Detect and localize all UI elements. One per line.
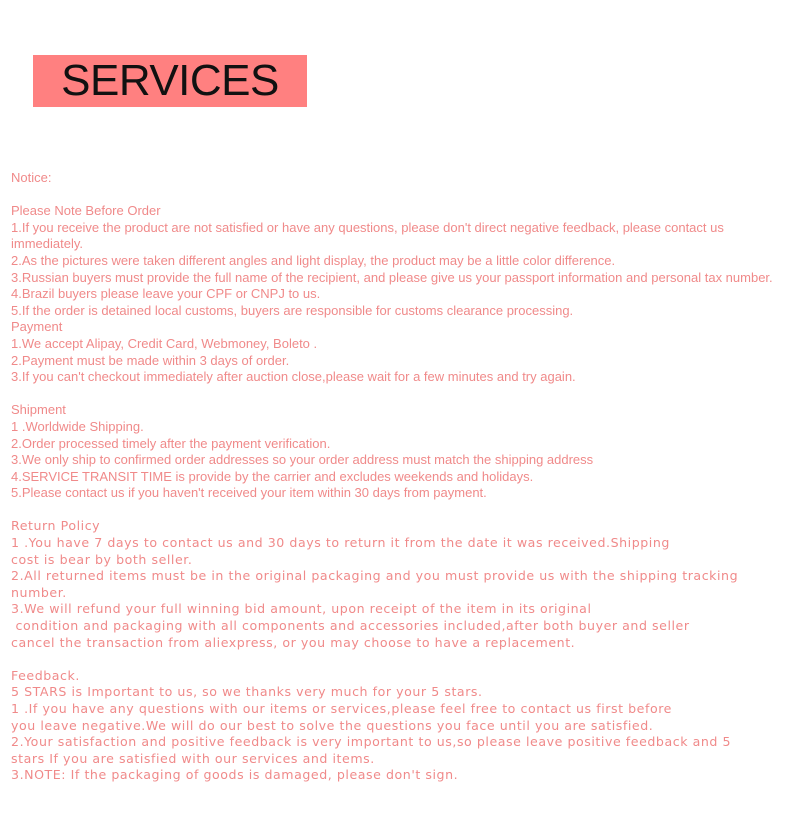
shipment-heading: Shipment bbox=[11, 402, 66, 418]
return-policy-line: 2.All returned items must be in the original packaging and you must provide us with the shipping tracking bbox=[11, 568, 739, 584]
notice-label: Notice: bbox=[11, 170, 52, 185]
before-order-heading: Please Note Before Order bbox=[11, 203, 161, 219]
before-order-line: 3.Russian buyers must provide the full name of the recipient, and please give us your passport information and personal tax number. bbox=[11, 269, 773, 285]
before-order-line: 4.Brazil buyers please leave your CPF or CNPJ to us. bbox=[11, 286, 321, 302]
payment-line: 1.We accept Alipay, Credit Card, Webmoney, Boleto . bbox=[11, 335, 318, 351]
notice-content bbox=[11, 170, 797, 784]
before-order-line: 2.As the pictures were taken different angles and light display, the product may be a little color difference. bbox=[11, 252, 616, 268]
payment-line: 3.If you can't checkout immediately after auction close,please wait for a few minutes and try again. bbox=[11, 369, 576, 385]
feedback-line: you leave negative.We will do our best to solve the questions you face until you are satisfied. bbox=[11, 717, 654, 733]
before-order-line: 5.If the order is detained local customs, buyers are responsible for customs clearance processing. bbox=[11, 302, 574, 318]
policy-block-b bbox=[11, 518, 797, 784]
return-policy-heading: Return Policy bbox=[11, 518, 101, 534]
return-policy-line: cancel the transaction from aliexpress, or you may choose to have a replacement. bbox=[11, 634, 576, 650]
before-order-line: 1.If you receive the product are not satisfied or have any questions, please don't direct negative feedback, please contact us bbox=[11, 219, 724, 235]
return-policy-line: number. bbox=[11, 584, 67, 600]
return-policy-line: 3.We will refund your full winning bid amount, upon receipt of the item in its original bbox=[11, 601, 592, 617]
shipment-line: 3.We only ship to confirmed order addresses so your order address must match the shipping address bbox=[11, 452, 594, 468]
policy-block-a bbox=[11, 170, 797, 518]
feedback-line: 3.NOTE: If the packaging of goods is damaged, please don't sign. bbox=[11, 767, 459, 783]
return-policy-line: cost is bear by both seller. bbox=[11, 551, 193, 567]
feedback-line: 1 .If you have any questions with our items or services,please feel free to contact us first before bbox=[11, 701, 672, 716]
payment-heading: Payment bbox=[11, 319, 63, 335]
shipment-line: 4.SERVICE TRANSIT TIME is provide by the carrier and excludes weekends and holidays. bbox=[11, 468, 534, 484]
feedback-line: stars If you are satisfied with our services and items. bbox=[11, 750, 375, 766]
services-banner bbox=[33, 55, 307, 107]
before-order-line: immediately. bbox=[11, 236, 84, 252]
shipment-line: 1 .Worldwide Shipping. bbox=[11, 418, 144, 434]
feedback-line: 2.Your satisfaction and positive feedback is very important to us,so please leave positive feedback and 5 bbox=[11, 734, 732, 750]
shipment-line: 2.Order processed timely after the payment verification. bbox=[11, 435, 331, 451]
payment-line: 2.Payment must be made within 3 days of order. bbox=[11, 352, 290, 368]
return-policy-line: 1 .You have 7 days to contact us and 30 days to return it from the date it was received.Shipping bbox=[11, 535, 670, 551]
feedback-heading: Feedback. bbox=[11, 667, 80, 683]
shipment-line: 5.Please contact us if you haven't received your item within 30 days from payment. bbox=[11, 485, 487, 501]
banner-title: SERVICES bbox=[61, 56, 279, 105]
feedback-line: 5 STARS is Important to us, so we thanks very much for your 5 stars. bbox=[11, 684, 483, 700]
return-policy-line: condition and packaging with all components and accessories included,after both buyer and seller bbox=[11, 618, 690, 634]
